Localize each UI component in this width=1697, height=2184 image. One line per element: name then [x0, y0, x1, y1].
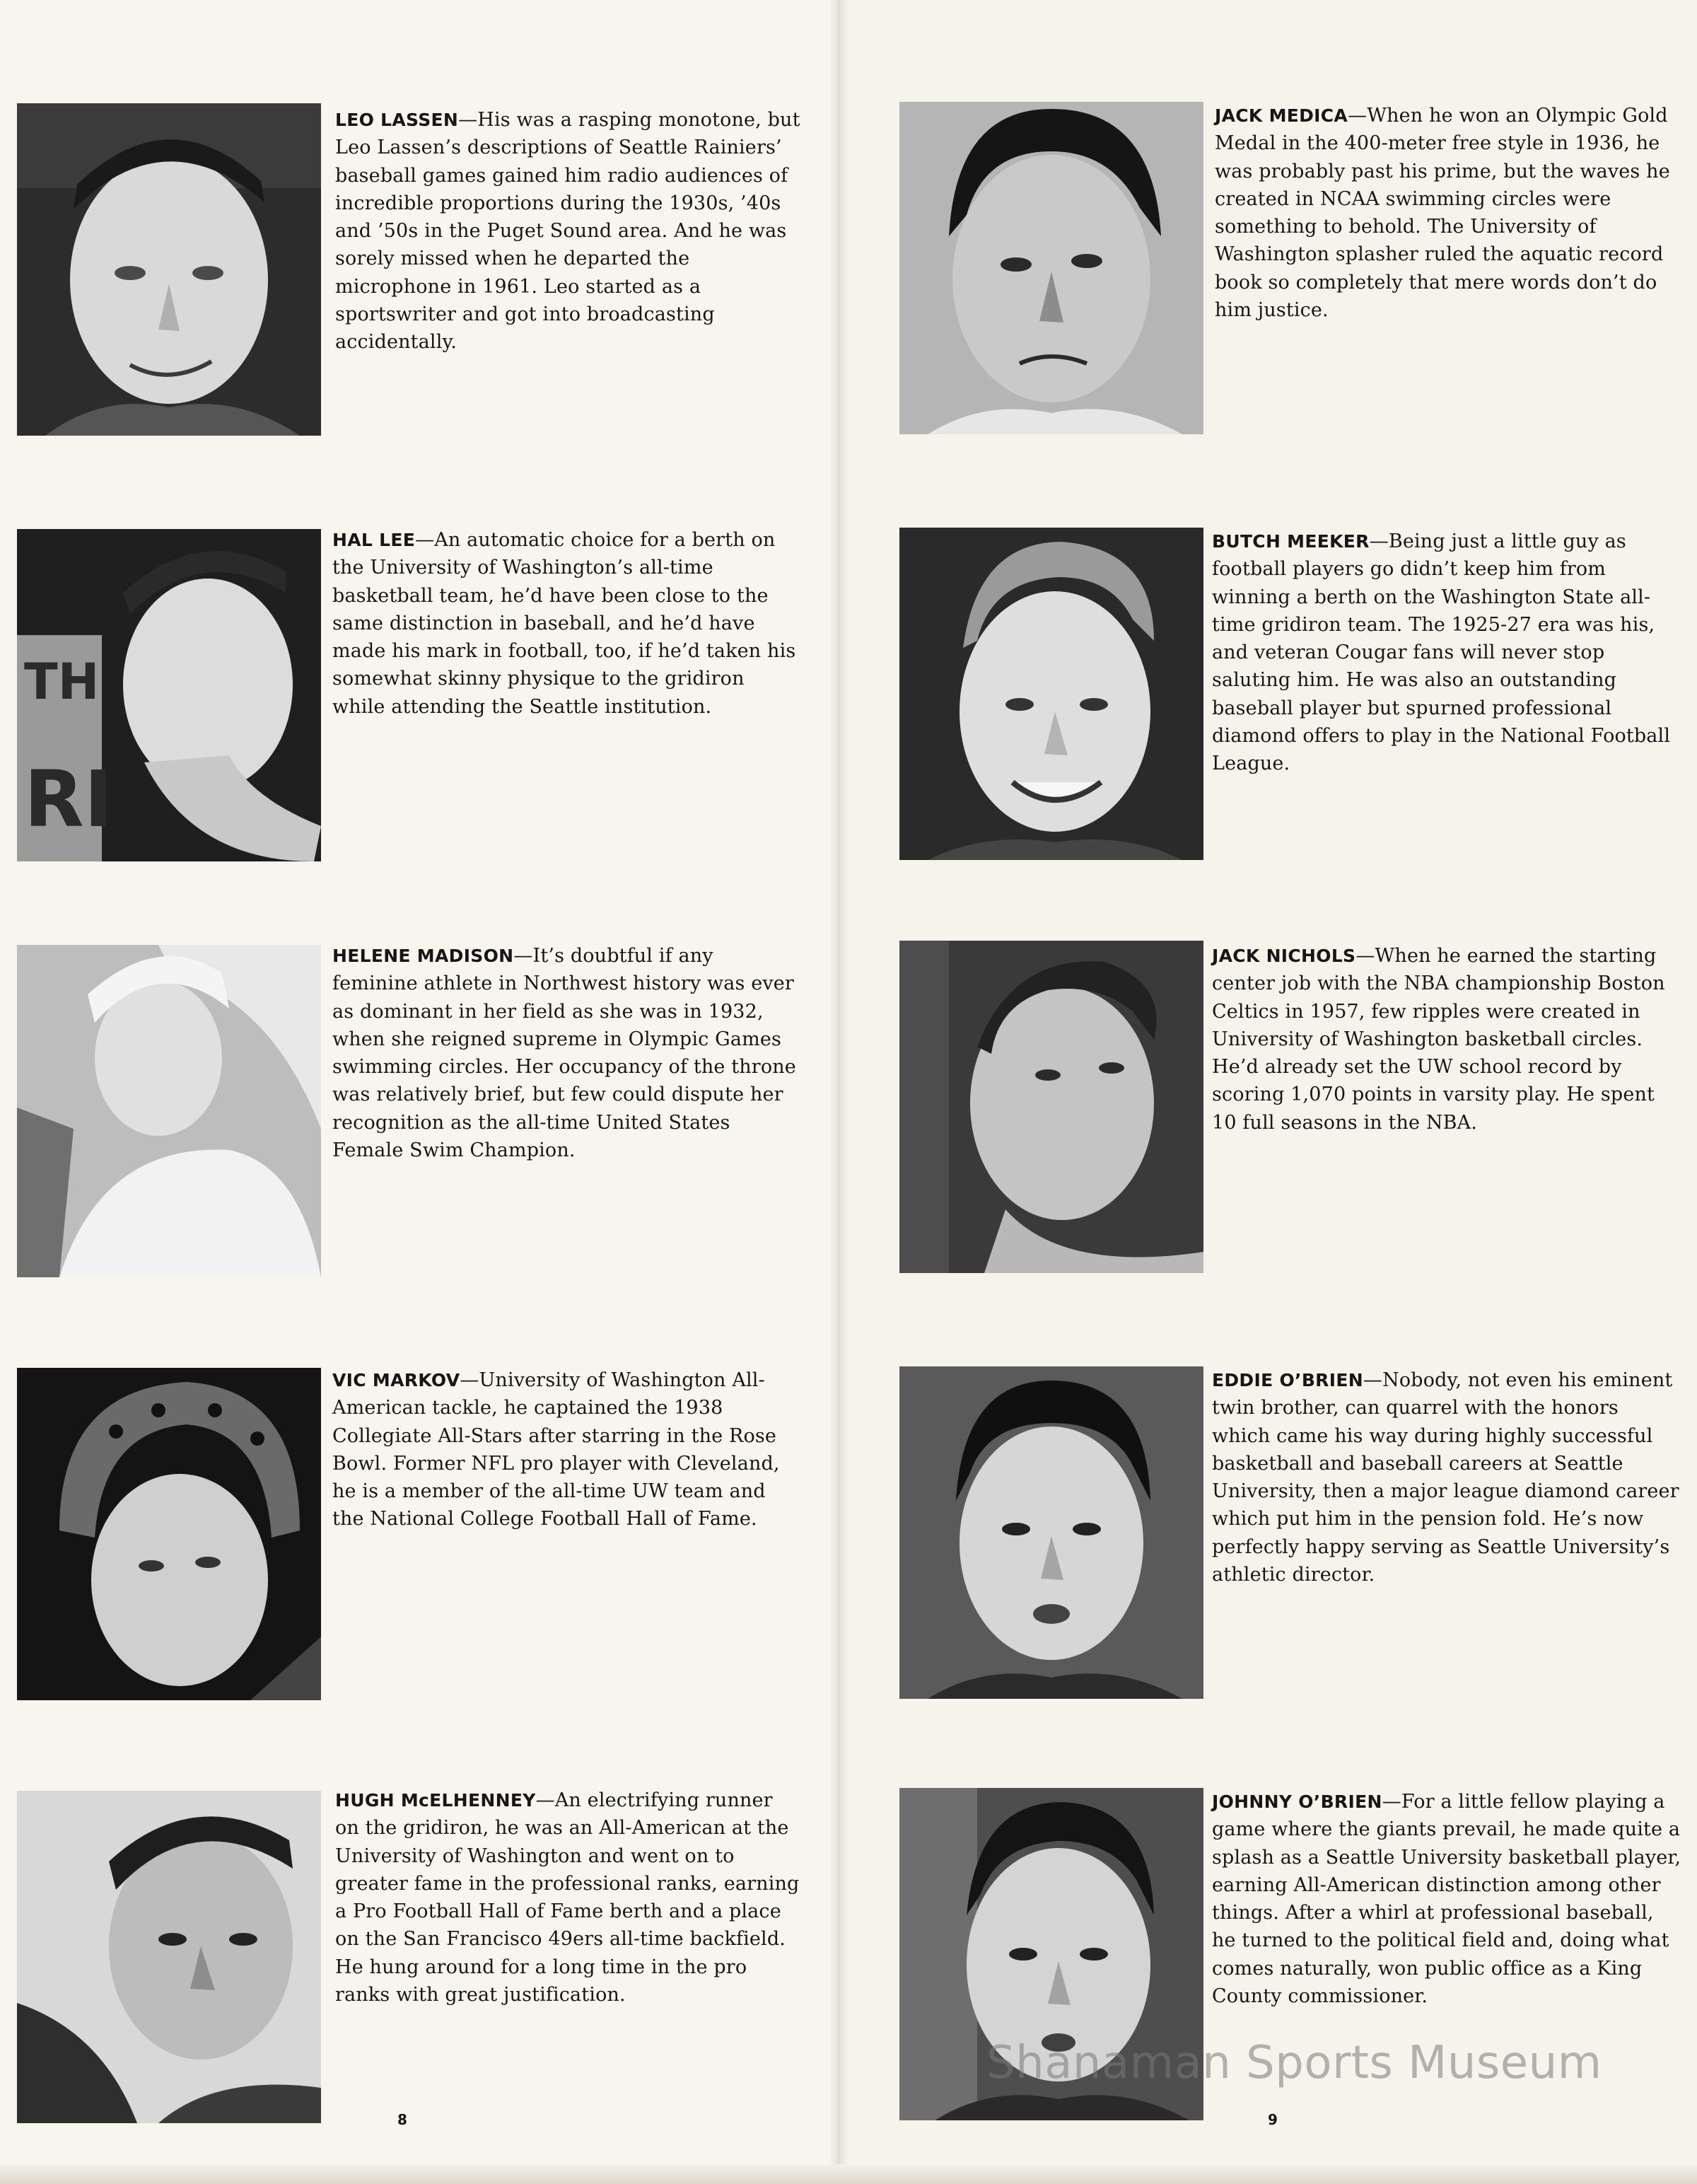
portrait-photo-butch-meeker [899, 528, 1203, 860]
em-dash: — [535, 1789, 555, 1811]
entry-bio-text [332, 526, 799, 721]
em-dash: — [1369, 530, 1389, 552]
entry-bio-text [1212, 1366, 1682, 1588]
athlete-bio: For a little fellow playing a game where the giants prevail, he made quite a splash as a Seattle University basketball player, earning All-American distinction among other things. After a whirl at professional baseball, he turned to the political field and, doing what comes naturally, won public office as a King County commissioner. [1212, 1791, 1681, 2008]
em-dash: — [1355, 945, 1375, 967]
em-dash: — [1348, 105, 1367, 127]
entry-bio-text [1212, 528, 1682, 778]
page-number-right: 9 [1268, 2111, 1278, 2128]
athlete-name: JOHNNY O’BRIEN [1212, 1791, 1382, 1812]
athlete-bio: An electrifying runner on the gridiron, he was an All-American at the University of Washington and went on to greater fame in the professional ranks, earning a Pro Football Hall of Fame berth and a place on the San Francisco 49ers all-time backfield. He hung around for a long time in the pro ranks with great justification. [335, 1789, 800, 2006]
athlete-bio: When he earned the starting center job with the NBA championship Boston Celtics in 1957, few ripples were created in University of Washington basketball circles. He’d already set the UW school record by scoring 1,070 points in varsity play. He spent 10 full seasons in the NBA. [1212, 945, 1665, 1134]
athlete-name: JACK NICHOLS [1212, 946, 1356, 966]
athlete-bio: When he won an Olympic Gold Medal in the 400-meter free style in 1936, he was probably past his prime, but the waves he created in NCAA swimming circles were something to behold. The University of Washington splasher ruled the aquatic record book so completely that mere words don’t do him justice. [1215, 105, 1670, 322]
em-dash: — [458, 109, 478, 131]
athlete-name: VIC MARKOV [332, 1370, 460, 1390]
em-dash: — [415, 529, 435, 551]
em-dash: — [1363, 1369, 1383, 1391]
entry-bio-text [1215, 102, 1681, 324]
portrait-photo-eddie-obrien [899, 1366, 1203, 1699]
entry-bio-text [1212, 1788, 1682, 2010]
svg-text:RI: RI [24, 754, 113, 844]
em-dash: — [513, 945, 533, 967]
em-dash: — [460, 1369, 479, 1391]
page-bottom-edge [0, 2164, 1697, 2184]
athlete-name: HELENE MADISON [332, 946, 514, 966]
portrait-photo-jack-nichols [899, 941, 1203, 1273]
athlete-name: HAL LEE [332, 530, 416, 550]
page-gutter [829, 0, 848, 2184]
portrait-photo-hugh-mcelhenney [17, 1791, 321, 2123]
portrait-photo-hal-lee [17, 529, 321, 861]
portrait-photo-helene-madison [17, 945, 321, 1277]
athlete-name: BUTCH MEEKER [1212, 531, 1370, 552]
athlete-bio: An automatic choice for a berth on the University of Washington’s all-time basketball team, he’d have been close to the same distinction in baseball, and he’d have made his mark in football, too, if he’d taken his somewhat skinny physique to the gridiron while attending the Seattle institution. [332, 529, 796, 718]
athlete-bio: Nobody, not even his eminent twin brother, can quarrel with the honors which came his way during highly successful basketball and baseball careers at Seattle University, then a major league diamond career which put him in the pension fold. He’s now perfectly happy serving as Seattle University’s athletic director. [1212, 1369, 1679, 1586]
svg-text:TH: TH [24, 653, 100, 711]
entry-bio-text [335, 1787, 802, 2009]
entry-bio-text [1212, 942, 1682, 1137]
portrait-photo-jack-medica [899, 102, 1203, 434]
athlete-bio: It’s doubtful if any feminine athlete in Northwest history was ever as dominant in her field as she was in 1932, when she reigned supreme in Olympic Games swimming circles. Her occupancy of the throne was relatively brief, but few could dispute her recognition as the all-time United States Female Swim Champion. [332, 945, 796, 1162]
athlete-bio: Being just a little guy as football players go didn’t keep him from winning a berth on the Washington State all-time gridiron team. The 1925-27 era was his, and veteran Cougar fans will never stop saluting him. He was also an outstanding baseball player but spurned professional diamond offers to play in the National Football League. [1212, 530, 1671, 775]
athlete-name: JACK MEDICA [1215, 105, 1348, 126]
athlete-bio: His was a rasping monotone, but Leo Lassen’s descriptions of Seattle Rainiers’ baseball games gained him radio audiences of incredible proportions during the 1930s, ’40s and ’50s in the Puget Sound area. And he was sorely missed when he departed the microphone in 1961. Leo started as a sportswriter and got into broadcasting accidentally. [335, 109, 800, 354]
athlete-name: LEO LASSEN [335, 110, 459, 130]
em-dash: — [1382, 1791, 1401, 1813]
entry-bio-text [332, 942, 803, 1164]
athlete-bio: University of Washington All-American tackle, he captained the 1938 Collegiate All-Stars after starring in the Rose Bowl. Former NFL pro player with Cleveland, he is a member of the all-time UW team and the National College Football Hall of Fame. [332, 1369, 780, 1530]
athlete-name: HUGH McELHENNEY [335, 1790, 536, 1811]
page-number-left: 8 [397, 2111, 407, 2128]
athlete-name: EDDIE O’BRIEN [1212, 1370, 1363, 1390]
portrait-photo-leo-lassen [17, 103, 321, 436]
entry-bio-text [332, 1366, 799, 1533]
portrait-photo-vic-markov [17, 1368, 321, 1700]
museum-watermark: Shanaman Sports Museum [986, 2037, 1602, 2089]
entry-bio-text [335, 106, 802, 356]
